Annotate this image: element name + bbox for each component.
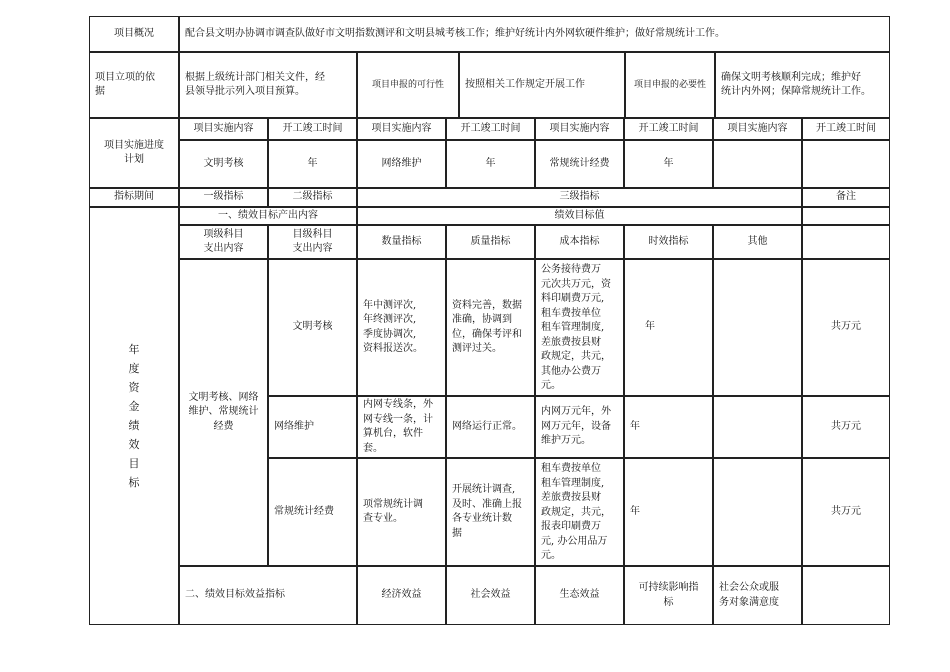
col-cost-header: 成本指标: [535, 225, 624, 259]
row-other: [713, 458, 802, 566]
plan-header-content: 项目实施内容: [179, 118, 268, 140]
row-item: 网络维护: [268, 396, 357, 458]
plan-header-time: 开工竣工时间: [624, 118, 713, 140]
row-cost: 租车费按单位 租车管理制度, 差旅费按县财 政规定，共元， 报表印刷费万 元, 办公用品万 元。: [535, 458, 624, 566]
row-other: [713, 396, 802, 458]
level1-label: 一级指标: [179, 188, 268, 207]
benefit-remark-empty: [802, 566, 890, 625]
benefit-satisfaction: 社会公众或服 务对象满意度: [713, 566, 802, 625]
row-cost: 内网万元年，外 网万元年，设备 维护万元。: [535, 396, 624, 458]
remark-empty: [802, 207, 890, 225]
overview-label: 项目概况: [89, 16, 179, 52]
target-value-label: 绩效目标值: [357, 207, 802, 225]
benefit-title: 二、绩效目标效益指标: [179, 566, 357, 625]
row-quantity: 内网专线条，外 网专线一条，计 算机台，软件 套。: [357, 396, 446, 458]
row-remark: 共万元: [802, 458, 890, 566]
plan-item-time: 年: [268, 140, 357, 188]
row-remark: 共万元: [802, 396, 890, 458]
overview-text: 配合县文明办协调市调查队做好市文明指数测评和文明县城考核工作；维护好统计内外网软硬件维护；做好常规统计工作。: [179, 16, 890, 52]
level2-label: 二级指标: [268, 188, 357, 207]
plan-label: 项目实施进度 计划: [89, 118, 179, 188]
annual-target-label: 年 度 资 金 绩 效 目 标: [89, 207, 179, 625]
necessity-text: 确保文明考核顺利完成；维护好 统计内外网；保障常规统计工作。: [715, 52, 890, 118]
row-quantity: 年中测评次, 年终测评次, 季度协调次, 资料报送次。: [357, 259, 446, 396]
plan-item-content: 网络维护: [357, 140, 446, 188]
remark-label: 备注: [802, 188, 890, 207]
row-cost: 公务接待费万 元次共万元，资 料印刷费万元, 租车费按单位 租车管理制度, 差旅费按县财 政规定，共元， 其他办公费万 元。: [535, 259, 624, 396]
row-other: [713, 259, 802, 396]
plan-item-time: [802, 140, 890, 188]
plan-header-time: 开工竣工时间: [446, 118, 535, 140]
basis-text: 根据上级统计部门相关文件，经 县领导批示列入项目预算。: [179, 52, 357, 118]
plan-item-time: 年: [446, 140, 535, 188]
period-label: 指标期间: [89, 188, 179, 207]
plan-header-content: 项目实施内容: [357, 118, 446, 140]
row-item: 文明考核: [268, 259, 357, 396]
benefit-sustain: 可持续影响指 标: [624, 566, 713, 625]
benefit-social: 社会效益: [446, 566, 535, 625]
feasibility-text: 按照相关工作规定开展工作: [459, 52, 625, 118]
output-title: 一、绩效目标产出内容: [179, 207, 357, 225]
col-quantity-header: 数量指标: [357, 225, 446, 259]
row-quality: 网络运行正常。: [446, 396, 535, 458]
benefit-ecological: 生态效益: [535, 566, 624, 625]
level3-label: 三级指标: [357, 188, 802, 207]
col-time-header: 时效指标: [624, 225, 713, 259]
plan-header-content: 项目实施内容: [535, 118, 624, 140]
row-item: 常规统计经费: [268, 458, 357, 566]
col-other-header: 其他: [713, 225, 802, 259]
plan-item-content: [713, 140, 802, 188]
plan-header-content: 项目实施内容: [713, 118, 802, 140]
necessity-label: 项目申报的必要性: [625, 52, 715, 118]
expense-group: 文明考核、网络 维护、常规统计 经费: [179, 259, 268, 566]
col-quality-header: 质量指标: [446, 225, 535, 259]
basis-label: 项目立项的依 据: [89, 52, 179, 118]
plan-header-time: 开工竣工时间: [802, 118, 890, 140]
row-time: 年: [624, 458, 713, 566]
plan-header-time: 开工竣工时间: [268, 118, 357, 140]
row-quality: 开展统计调查, 及时、准确上报 各专业统计数 据: [446, 458, 535, 566]
col-remark-empty: [802, 225, 890, 259]
row-quantity: 项常规统计调 查专业。: [357, 458, 446, 566]
plan-item-time: 年: [624, 140, 713, 188]
row-quality: 资料完善，数据 准确，协调到 位，确保考评和 测评过关。: [446, 259, 535, 396]
row-remark: 共万元: [802, 259, 890, 396]
benefit-economic: 经济效益: [357, 566, 446, 625]
plan-item-content: 常规统计经费: [535, 140, 624, 188]
row-time: 年: [624, 259, 713, 396]
col-expense-header: 项级科目 支出内容: [179, 225, 268, 259]
plan-item-content: 文明考核: [179, 140, 268, 188]
feasibility-label: 项目申报的可行性: [357, 52, 459, 118]
col-item-header: 目级科目 支出内容: [268, 225, 357, 259]
row-time: 年: [624, 396, 713, 458]
